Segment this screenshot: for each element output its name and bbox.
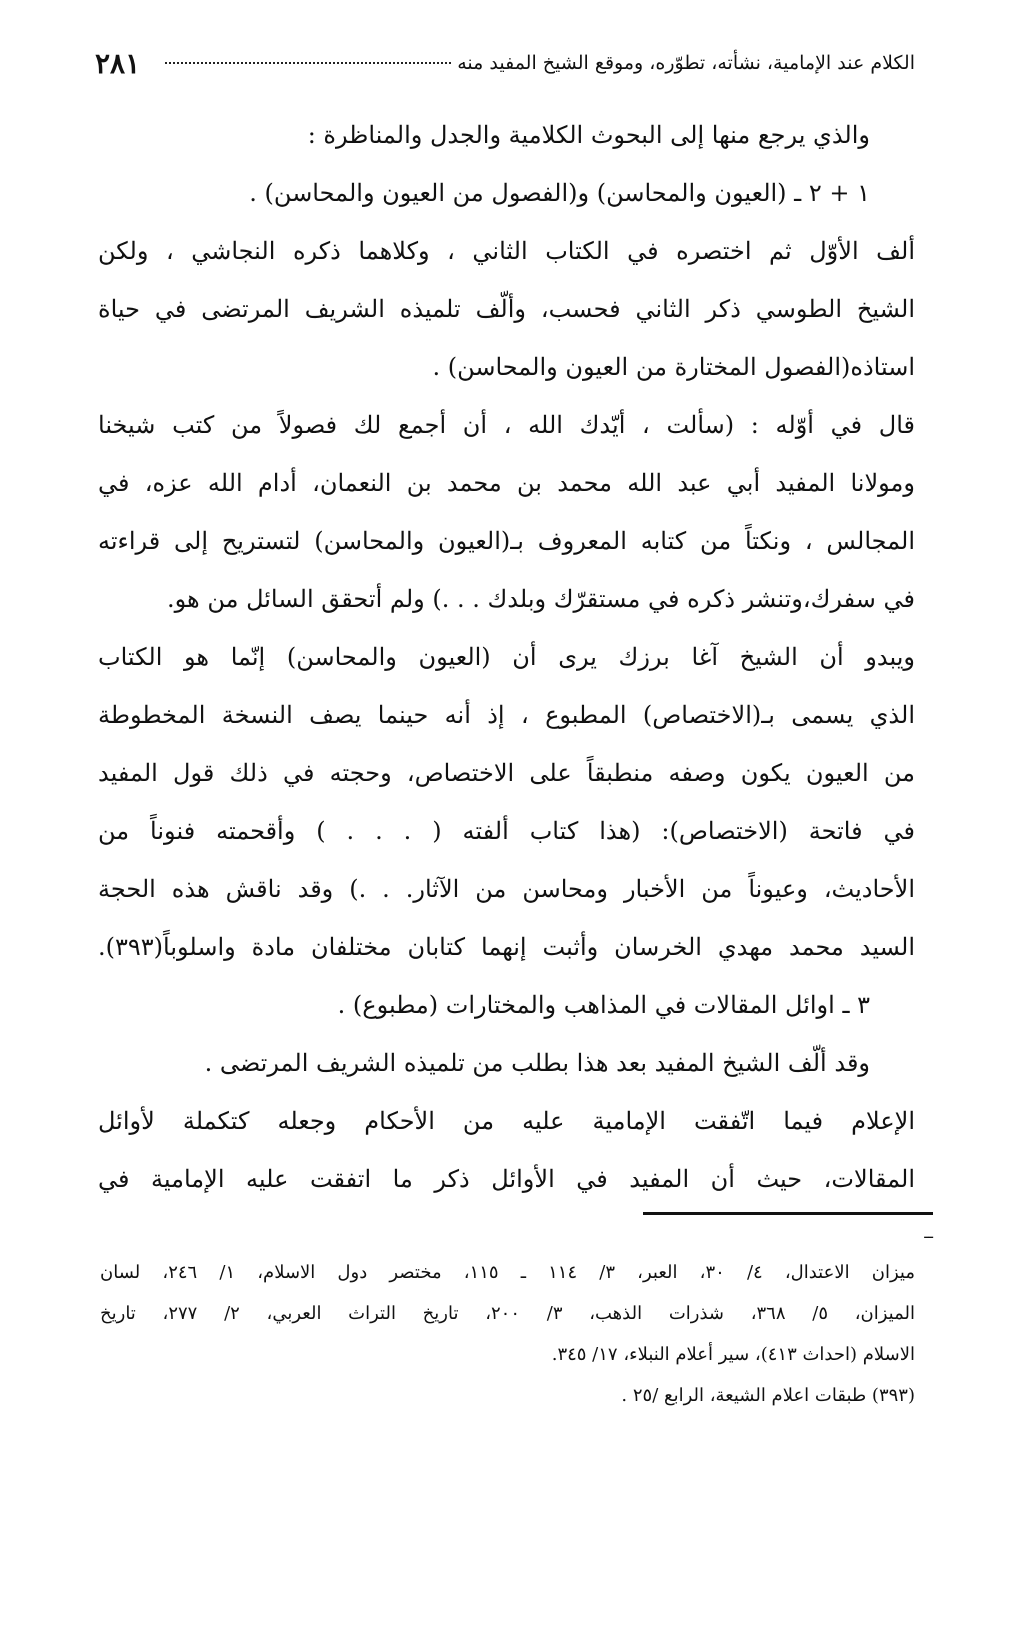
- footnote-line: ميزان الاعتدال، ٤/ ٣٠، العبر، ٣/ ١١٤ ـ ١١٥، مختصر دول الاسلام، ١/ ٢٤٦، لسان: [100, 1262, 915, 1283]
- footnote-continuation-mark: ــ: [924, 1224, 933, 1242]
- page-number: ٢٨١: [95, 46, 141, 80]
- text-line: والذي يرجع منها إلى البحوث الكلامية والجدل والمناظرة :: [307, 121, 870, 149]
- text-line: ومولانا المفيد أبي عبد الله محمد بن محمد بن النعمان، أدام الله عزه، في: [98, 469, 915, 497]
- header-title: الكلام عند الإمامية، نشأته، تطوّره، وموقع الشيخ المفيد منه: [451, 52, 915, 74]
- text-line: من العيون يكون وصفه منطبقاً على الاختصاص، وحجته في ذلك قول المفيد: [98, 759, 915, 787]
- text-line: السيد محمد مهدي الخرسان وأثبت إنهما كتابان مختلفان مادة واسلوباً(٣٩٣).: [98, 933, 915, 961]
- running-header: [95, 38, 915, 88]
- footnote-line: الميزان، ٥/ ٣٦٨، شذرات الذهب، ٣/ ٢٠٠، تاريخ التراث العربي، ٢/ ٢٧٧، تاريخ: [100, 1303, 915, 1324]
- footnote-line: (٣٩٣) طبقات اعلام الشيعة، الرابع /٢٥ .: [621, 1385, 915, 1406]
- text-line: الشيخ الطوسي ذكر الثاني فحسب، وألّف تلميذه الشريف المرتضى في حياة: [98, 295, 915, 323]
- text-line: المقالات، حيث أن المفيد في الأوائل ذكر ما اتفقت عليه الإمامية في: [98, 1165, 915, 1193]
- footnote-line: الاسلام (احداث ٤١٣)، سير أعلام النبلاء، ١٧/ ٣٤٥.: [551, 1344, 915, 1365]
- text-line: الأحاديث، وعيوناً من الأخبار ومحاسن من الآثار. . .) وقد ناقش هذه الحجة: [98, 875, 915, 903]
- text-line: ويبدو أن الشيخ آغا برزك يرى أن (العيون والمحاسن) إنّما هو الكتاب: [98, 643, 915, 671]
- text-line: استاذه(الفصول المختارة من العيون والمحاسن) .: [432, 353, 915, 381]
- main-text: [98, 106, 915, 1208]
- footnotes: [100, 1252, 915, 1416]
- text-line: الذي يسمى بـ(الاختصاص) المطبوع ، إذ أنه حينما يصف النسخة المخطوطة: [98, 701, 915, 729]
- text-line: وقد ألّف الشيخ المفيد بعد هذا بطلب من تلميذه الشريف المرتضى .: [204, 1049, 870, 1077]
- text-line: في فاتحة (الاختصاص): (هذا كتاب ألفته ( . . . ) وأقحمته فنوناً من: [98, 817, 915, 845]
- text-line: في سفرك،وتنشر ذكره في مستقرّك وبلدك . . .) ولم أتحقق السائل من هو.: [167, 585, 915, 613]
- text-line: الإعلام فيما اتّفقت الإمامية عليه من الأحكام وجعله كتكملة لأوائل: [98, 1107, 915, 1135]
- text-line: ألف الأوّل ثم اختصره في الكتاب الثاني ، وكلاهما ذكره النجاشي ، ولكن: [98, 237, 915, 265]
- text-line: ٣ ـ اوائل المقالات في المذاهب والمختارات (مطبوع) .: [337, 991, 870, 1019]
- text-line: قال في أوّله : (سألت ، أيّدك الله ، أن أجمع لك فصولاً من كتب شيخنا: [98, 411, 915, 439]
- text-line: المجالس ، ونكتاً من كتابه المعروف بـ(العيون والمحاسن) لتستريح إلى قراءته: [98, 527, 915, 555]
- text-line: ١ + ٢ ـ (العيون والمحاسن) و(الفصول من العيون والمحاسن) .: [249, 179, 870, 207]
- footnote-separator: [643, 1212, 933, 1215]
